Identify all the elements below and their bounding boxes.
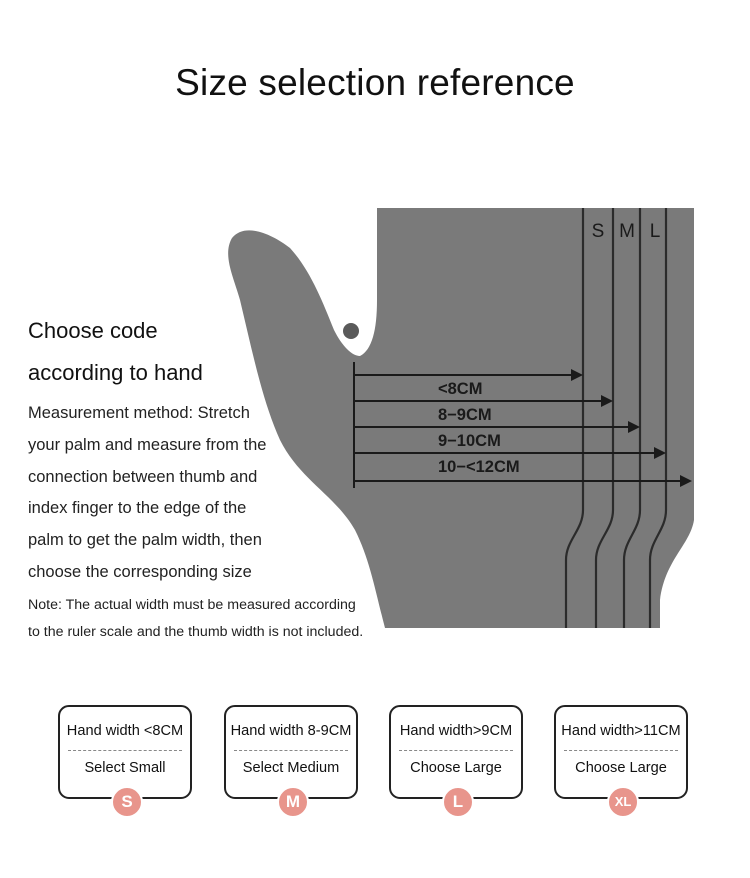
arrow-label-3: 9−10CM bbox=[438, 432, 501, 450]
card-selection: Choose Large bbox=[575, 760, 667, 776]
method-line: index finger to the edge of the bbox=[28, 499, 247, 518]
size-card-l bbox=[389, 705, 523, 811]
column-label-l: L bbox=[649, 221, 661, 242]
arrow-label-1: <8CM bbox=[438, 380, 483, 398]
card-hand-width: Hand width>11CM bbox=[561, 723, 681, 739]
measure-point-dot bbox=[343, 323, 359, 339]
card-hand-width: Hand width>9CM bbox=[399, 723, 513, 739]
method-line: connection between thumb and bbox=[28, 467, 258, 486]
arrow-label-4: 10−<12CM bbox=[438, 458, 520, 476]
method-line: your palm and measure from the bbox=[28, 435, 267, 454]
method-line: Measurement method: Stretch bbox=[28, 404, 250, 422]
card-selection: Choose Large bbox=[410, 760, 502, 776]
method-line: palm to get the palm width, then bbox=[28, 531, 262, 550]
size-card-s bbox=[58, 705, 192, 811]
size-card-xl bbox=[554, 705, 688, 809]
column-label-s: S bbox=[591, 221, 605, 242]
size-card-m bbox=[224, 705, 358, 811]
column-label-m: M bbox=[619, 221, 635, 242]
card-hand-width: Hand width 8-9CM bbox=[230, 723, 352, 739]
size-badge: L bbox=[442, 786, 474, 818]
size-badge: S bbox=[111, 786, 143, 818]
measurement-method bbox=[28, 398, 328, 589]
card-selection: Select Medium bbox=[242, 760, 340, 776]
card-divider bbox=[564, 750, 678, 751]
card-divider bbox=[234, 750, 348, 751]
method-line: choose the corresponding size bbox=[28, 562, 252, 581]
note-line: to the ruler scale and the thumb width is not included. bbox=[28, 624, 364, 640]
size-badge: M bbox=[277, 786, 309, 818]
card-divider bbox=[399, 750, 513, 751]
heading-line-2: according to hand bbox=[28, 360, 203, 385]
arrow-label-2: 8−9CM bbox=[438, 406, 492, 424]
note-line: Note: The actual width must be measured according bbox=[28, 597, 356, 613]
card-divider bbox=[68, 750, 182, 751]
size-badge: XL bbox=[607, 786, 639, 818]
heading-line-1: Choose code bbox=[28, 318, 158, 343]
card-selection: Select Small bbox=[84, 760, 166, 776]
note-text bbox=[28, 592, 428, 646]
card-hand-width: Hand width <8CM bbox=[66, 723, 184, 739]
page-title: Size selection reference bbox=[175, 62, 575, 103]
